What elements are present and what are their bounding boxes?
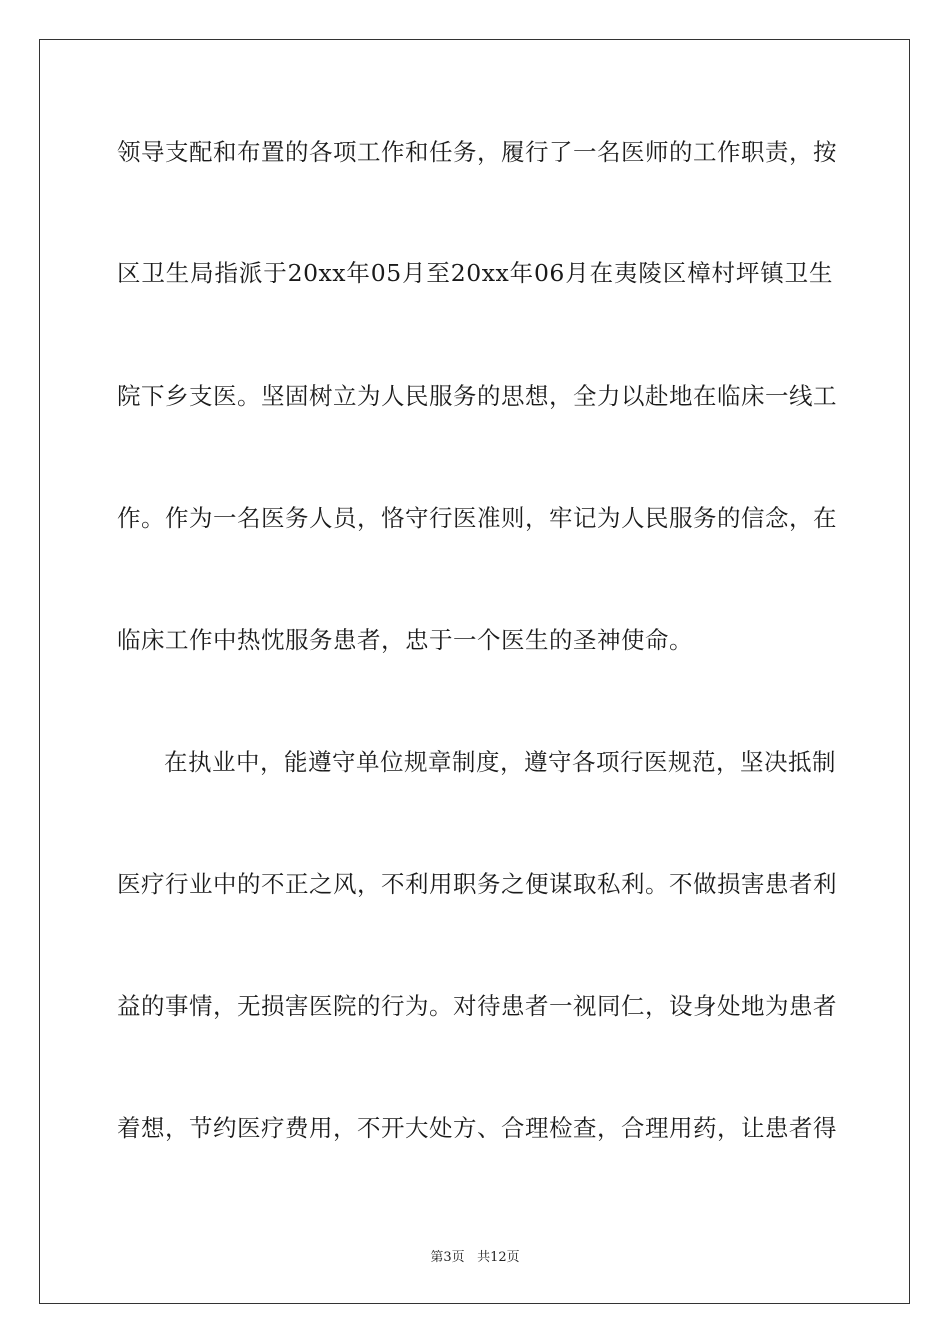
text-line: 着想，节约医疗费用，不开大处方、合理检查，合理用药，让患者得 (117, 1114, 837, 1142)
text-line: 益的事情，无损害医院的行为。对待患者一视同仁，设身处地为患者 (117, 992, 837, 1020)
page-footer (0, 1249, 950, 1267)
text-line: 领导支配和布置的各项工作和任务，履行了一名医师的工作职责，按 (117, 138, 837, 166)
page-total: 共12页 (477, 1250, 520, 1265)
text-line: 院下乡支医。坚固树立为人民服务的思想，全力以赴地在临床一线工 (117, 382, 837, 410)
text-line: 在执业中，能遵守单位规章制度，遵守各项行医规范，坚决抵制 (164, 748, 836, 776)
text-line: 作。作为一名医务人员，恪守行医准则，牢记为人民服务的信念，在 (117, 504, 837, 532)
text-line: 临床工作中热忱服务患者，忠于一个医生的圣神使命。 (117, 626, 693, 654)
text-line: 医疗行业中的不正之风，不利用职务之便谋取私利。不做损害患者利 (117, 870, 837, 898)
page-number: 第3页 (430, 1250, 465, 1265)
text-line: 区卫生局指派于20xx年05月至20xx年06月在夷陵区樟村坪镇卫生 (117, 259, 833, 287)
